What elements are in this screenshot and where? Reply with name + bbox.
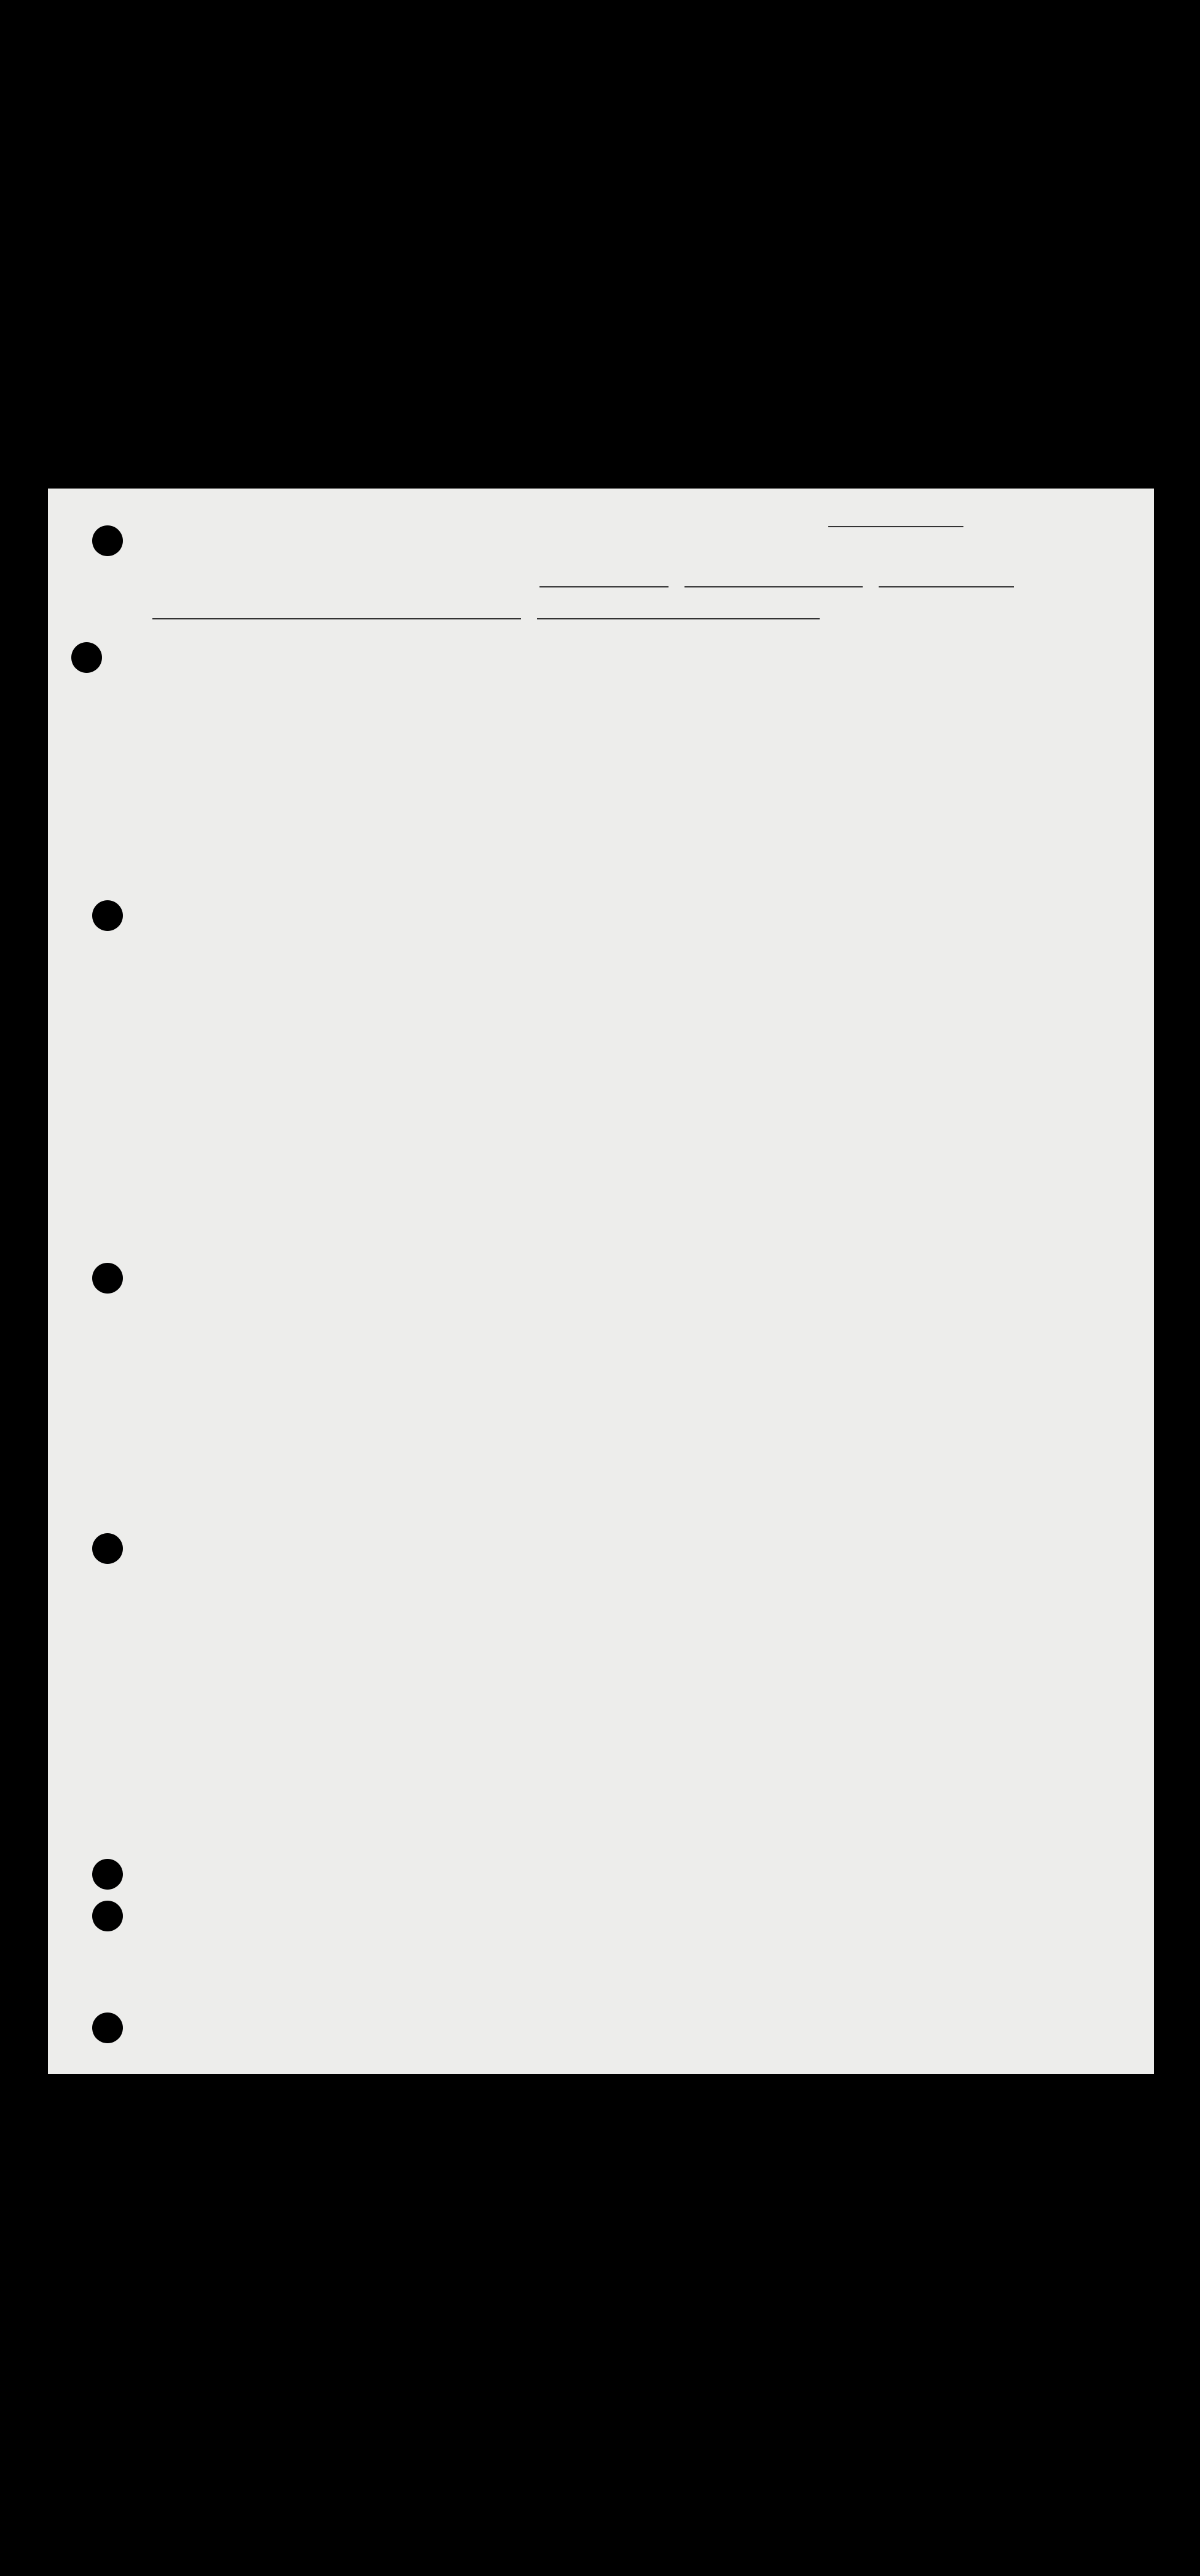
punch-hole [92, 1901, 123, 1931]
punch-hole [92, 525, 123, 556]
from-value [684, 586, 863, 587]
vessel-name [152, 618, 521, 619]
arrival-value [537, 618, 820, 619]
punch-hole [92, 1263, 123, 1294]
class-row [539, 573, 1020, 591]
punch-hole [92, 900, 123, 931]
manifest-number-value [828, 526, 963, 527]
punch-hole [92, 2012, 123, 2043]
manifest-page [48, 489, 1154, 2074]
punch-hole [71, 642, 102, 673]
punch-hole [92, 1859, 123, 1890]
manifest-number-row [828, 514, 963, 532]
punch-hole [92, 1533, 123, 1564]
vessel-row [152, 605, 826, 623]
departure-date [879, 586, 1014, 587]
class-value [539, 586, 669, 587]
